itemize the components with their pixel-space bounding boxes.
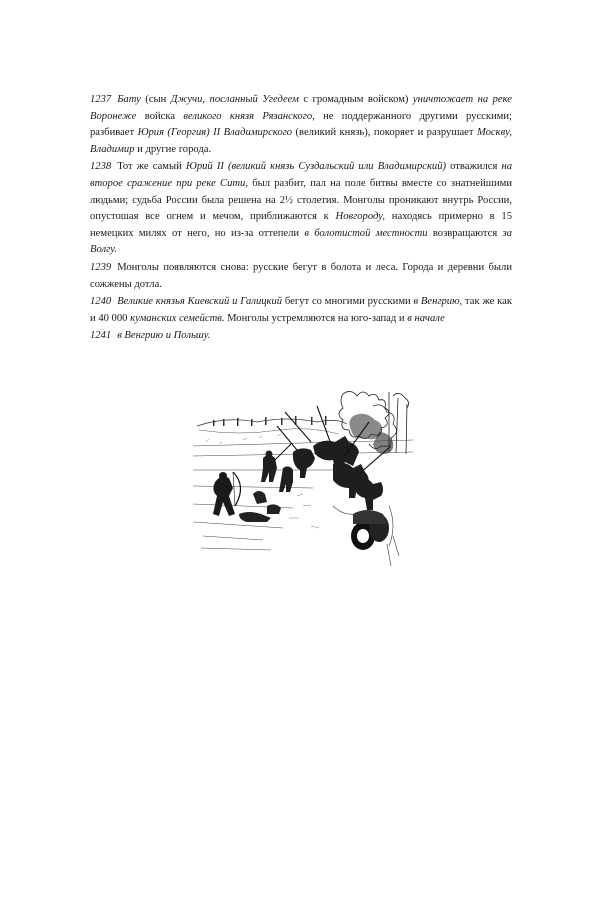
entry-text xyxy=(90,296,512,324)
battle-engraving xyxy=(193,386,415,574)
entry-text xyxy=(90,161,512,255)
entry-text xyxy=(117,330,210,341)
entry-text-italic: Великие князья Киевский и Галицкий xyxy=(117,296,283,308)
entry-text-italic: великого князя Рязанского, xyxy=(183,110,315,122)
entry-text-italic: за Волгу. xyxy=(90,227,512,256)
entry-text-segment: (великий князь), покоряет и разрушает xyxy=(292,127,477,139)
entry-text-segment: отважился xyxy=(446,161,502,173)
chronicle-entry xyxy=(90,294,512,327)
entry-text-segment: бегут со многими русскими xyxy=(282,296,414,308)
entry-text-italic: Джучи, посланный Угедеем xyxy=(170,94,299,105)
chronicle-entry xyxy=(90,260,512,293)
entry-text-segment: был разбит, пал на поле битвы вместе со знатнейшими людьми; судьба России была решена на 2½ столетия. Монголы проникают внутрь России, опустошая все огнем и мечом, приближаются к xyxy=(90,177,512,223)
entry-text-italic: на второе сражение при реке Сити, xyxy=(90,161,513,189)
entry-text xyxy=(90,94,512,155)
entry-year: 1237 xyxy=(90,94,112,105)
entry-text-segment: (сын xyxy=(140,94,171,105)
entry-text-italic: Юрий II (великий князь Суздальский или Владимирский) xyxy=(185,161,447,173)
entry-year: 1238 xyxy=(90,161,112,173)
entry-text-segment: войска xyxy=(136,110,184,122)
entry-text-segment: возвращаются xyxy=(427,227,503,239)
chronicle-entry xyxy=(90,92,512,158)
entry-text-segment: Тот же самый xyxy=(117,161,186,173)
entry-text-italic: в болотистой местности xyxy=(304,227,428,239)
battle-illustration xyxy=(193,386,415,574)
entry-text-segment: и другие города. xyxy=(134,143,212,155)
entry-text-segment: Монголы устремляются на юго-запад и xyxy=(224,312,408,324)
entry-text-italic: в Венгрию и Польшу. xyxy=(117,330,211,342)
entry-text-italic: уничтожает на реке Воронеже xyxy=(90,94,512,122)
entry-year: 1239 xyxy=(90,261,112,273)
entry-year: 1240 xyxy=(90,296,112,308)
entry-text-segment: с громадным войском) xyxy=(298,94,413,105)
entry-text-segment: Монголы появляются снова: русские бегут в болота и леса. Города и деревни были сожжены дотла. xyxy=(90,261,512,290)
entry-text-italic: Юрия (Георгия) II Владимирского xyxy=(137,127,293,139)
entry-text xyxy=(90,262,512,290)
entry-text-segment: находясь примерно в 15 немецких милях от него, но из-за оттепели xyxy=(90,211,513,239)
entry-text-italic: куманских семейств. xyxy=(130,312,225,324)
entry-text-italic: в начале xyxy=(407,312,445,324)
entry-text-segment: так же как и 40 000 xyxy=(90,296,512,324)
entry-text-italic: Бату xyxy=(117,94,141,105)
chronicle-entry xyxy=(90,159,512,259)
entry-text-italic: Москву, Владимир xyxy=(90,127,512,155)
chronicle-entries xyxy=(90,92,512,346)
entry-text-italic: Новгороду, xyxy=(335,211,386,223)
entry-text-segment: не поддержанного другими русскими; разбивает xyxy=(90,110,512,139)
entry-text-italic: в Венгрию, xyxy=(413,296,463,308)
entry-year: 1241 xyxy=(90,330,112,342)
chronicle-entry xyxy=(90,328,512,345)
